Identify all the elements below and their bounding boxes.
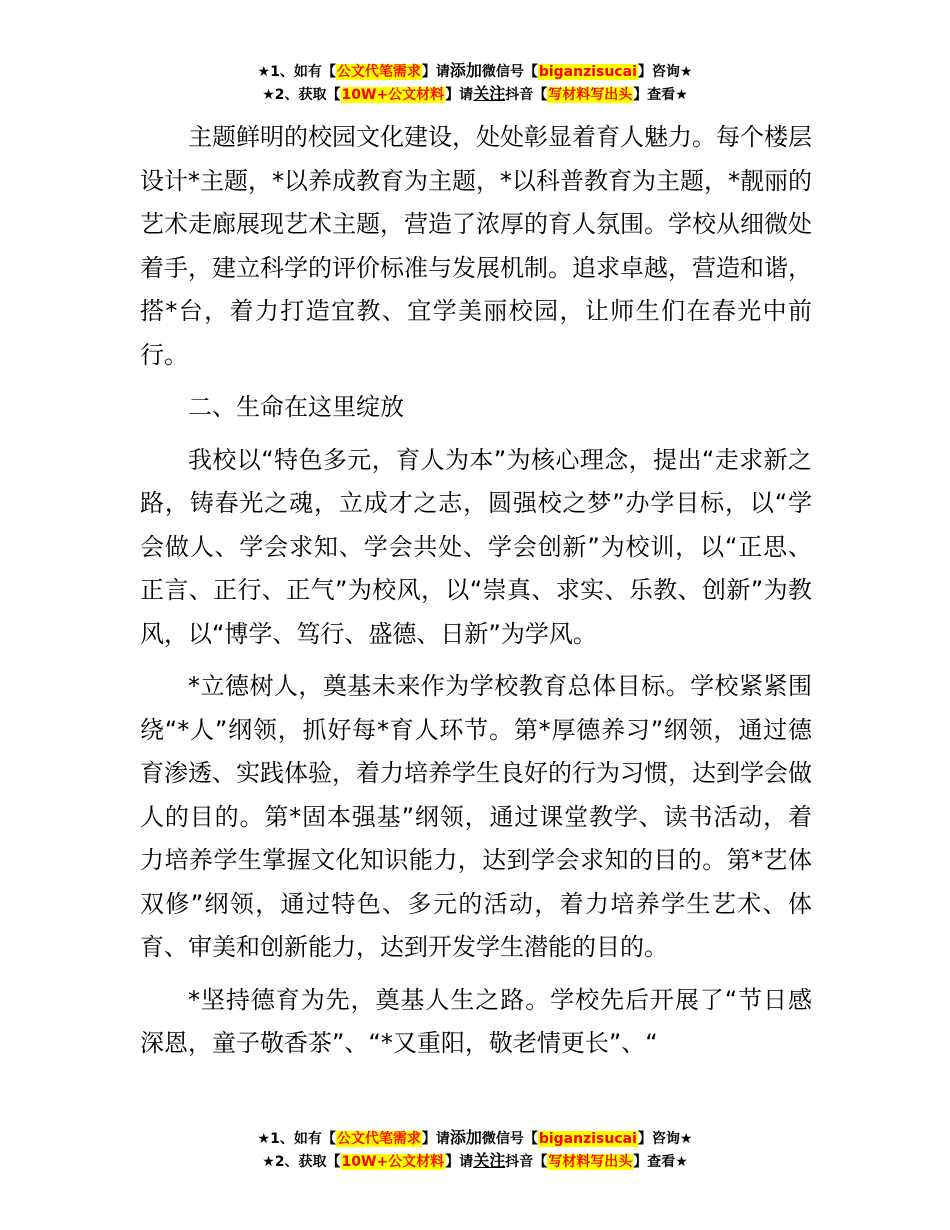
banner-text: 】请 xyxy=(421,64,450,80)
douyin-highlight: 写材料写出头 xyxy=(548,1154,633,1170)
douyin-highlight: 写材料写出头 xyxy=(548,87,633,103)
banner-line-1 xyxy=(0,60,950,83)
banner-line-1 xyxy=(0,1127,950,1150)
ghostwriting-highlight: 公文代笔需求 xyxy=(336,64,421,80)
paragraph: 主题鲜明的校园文化建设，处处彰显着育人魅力。每个楼层设计*主题，*以养成教育为主题，*以科普教育为主题，*靓丽的艺术走廊展现艺术主题，营造了浓厚的育人氛围。学校从细微处着手，建立科学的评价标准与发展机制。追求卓越，营造和谐，搭*台，着力打造宜教、宜学美丽校园，让师生们在春光中前行。 xyxy=(140,123,812,369)
materials-highlight: 10W+公文材料 xyxy=(341,1154,445,1170)
banner-text: 】咨询★ xyxy=(637,64,693,80)
banner-text: 关注 xyxy=(473,1151,506,1170)
paragraph: *立德树人，奠基未来作为学校教育总体目标。学校紧紧围绕“*人”纲领，抓好每*育人环节。第*厚德养习”纲领，通过德育渗透、实践体验，着力培养学生良好的行为习惯，达到学会做人的目的。第*固本强基”纲领，通过课堂教学、读书活动，着力培养学生掌握文化知识能力，达到学会求知的目的。第*艺体双修”纲领，通过特色、多元的活动，着力培养学生艺术、体育、审美和创新能力，达到开发学生潜能的目的。 xyxy=(140,672,812,961)
header-banner xyxy=(0,60,950,106)
wechat-id-highlight: biganzisucai xyxy=(538,64,637,80)
banner-text: ★1、如有【 xyxy=(257,64,336,80)
materials-highlight: 10W+公文材料 xyxy=(341,87,445,103)
banner-text: 抖音【 xyxy=(505,1154,548,1170)
banner-line-2 xyxy=(0,1150,950,1173)
banner-text: 】咨询★ xyxy=(637,1131,693,1147)
banner-line-2 xyxy=(0,83,950,106)
banner-text: 抖音【 xyxy=(505,87,548,103)
banner-text: 添加 xyxy=(449,61,482,80)
banner-text: 】请 xyxy=(421,1131,450,1147)
banner-text: 】查看★ xyxy=(633,1154,688,1170)
banner-text: 】查看★ xyxy=(633,87,688,103)
paragraph: 我校以“特色多元，育人为本”为核心理念，提出“走求新之路，铸春光之魂，立成才之志，圆强校之梦”办学目标，以“学会做人、学会求知、学会共处、学会创新”为校训，以“正思、正言、正行、正气”为校风，以“崇真、求实、乐教、创新”为教风，以“博学、笃行、盛德、日新”为学风。 xyxy=(140,445,812,648)
banner-text: ★2、获取【 xyxy=(262,1154,341,1170)
ghostwriting-highlight: 公文代笔需求 xyxy=(336,1131,421,1147)
section-heading: 二、生命在这里绽放 xyxy=(188,393,404,421)
document-body xyxy=(140,116,812,1075)
footer-banner xyxy=(0,1127,950,1173)
banner-text: ★1、如有【 xyxy=(257,1131,336,1147)
banner-text: 微信号【 xyxy=(481,1131,538,1147)
banner-text: 】请 xyxy=(445,1154,474,1170)
banner-text: 微信号【 xyxy=(481,64,538,80)
wechat-id-highlight: biganzisucai xyxy=(538,1131,637,1147)
banner-text: 关注 xyxy=(473,84,506,103)
paragraph: *坚持德育为先，奠基人生之路。学校先后开展了“节日感深恩，童子敬香茶”、“*又重阳，敬老情更长”、“ xyxy=(140,985,812,1057)
banner-text: ★2、获取【 xyxy=(262,87,341,103)
banner-text: 添加 xyxy=(449,1128,482,1147)
banner-text: 】请 xyxy=(445,87,474,103)
